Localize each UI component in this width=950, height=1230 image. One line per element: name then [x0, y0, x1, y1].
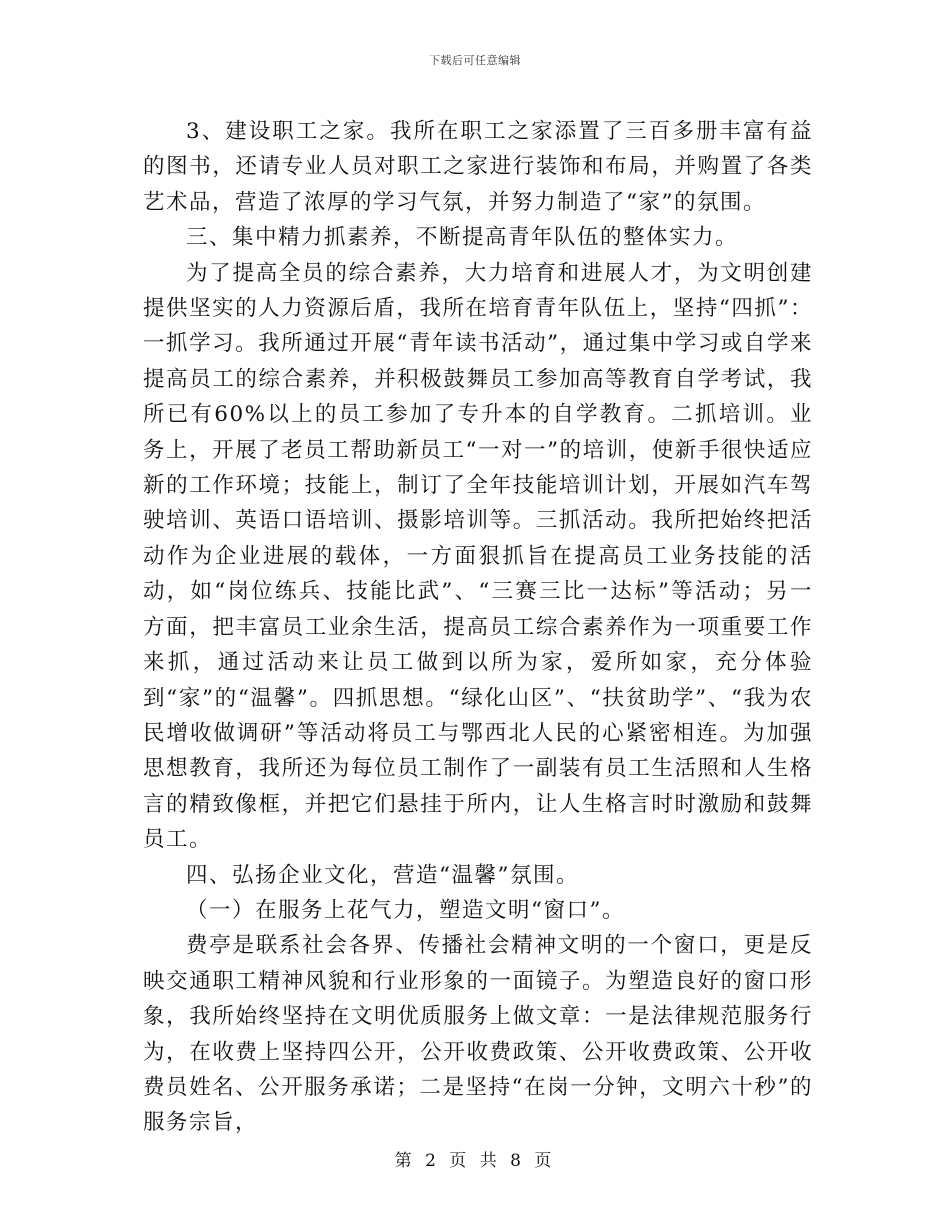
document-body — [143, 114, 813, 1141]
section-heading-three: 三、集中精力抓素养，不断提高青年队伍的整体实力。 — [186, 225, 739, 251]
subsection-heading-one: （一）在服务上花气力，塑造文明“窗口”。 — [186, 897, 625, 923]
page-number-footer: 第 2 页 共 8 页 — [394, 1151, 556, 1171]
paragraph-staff-home: 3、建设职工之家。我所在职工之家添置了三百多册丰富有益的图书，还请专业人员对职工之家进行装饰和布局，并购置了各类艺术品，营造了浓厚的学习气氛，并努力制造了“家”的氛围。 — [143, 119, 813, 215]
paragraph-four-focus: 为了提高全员的综合素养，大力培育和进展人才，为文明创建提供坚实的人力资源后盾，我所在培育青年队伍上，坚持“四抓”：一抓学习。我所通过开展“青年读书活动”，通过集中学习或自学来提高员工的综合素养，并积极鼓舞员工参加高等教育自学考试，我所已有60%以上的员工参加了专升本的自学教育。二抓培训。业务上，开展了老员工帮助新员工“一对一”的培训，使新手很快适应新的工作环境；技能上，制订了全年技能培训计划，开展如汽车驾驶培训、英语口语培训、摄影培训等。三抓活动。我所把始终把活动作为企业进展的载体，一方面狠抓旨在提高员工业务技能的活动，如“岗位练兵、技能比武”、“三赛三比一达标”等活动；另一方面，把丰富员工业余生活，提高员工综合素养作为一项重要工作来抓，通过活动来让员工做到以所为家，爱所如家，充分体验到“家”的“温馨”。四抓思想。“绿化山区”、“扶贫助学”、“我为农民增收做调研”等活动将员工与鄂西北人民的心紧密相连。为加强思想教育，我所还为每位员工制作了一副装有员工生活照和人生格言的精致像框，并把它们悬挂于所内，让人生格言时时激励和鼓舞员工。 — [143, 260, 813, 853]
page-header: 下载后可任意编辑 — [429, 54, 521, 67]
section-heading-four: 四、弘扬企业文化，营造“温馨”氛围。 — [186, 862, 579, 888]
paragraph-toll-window: 费亭是联系社会各界、传播社会精神文明的一个窗口，更是反映交通职工精神风貌和行业形象的一面镜子。为塑造良好的窗口形象，我所始终坚持在文明优质服务上做文章：一是法律规范服务行为，在收费上坚持四公开，公开收费政策、公开收费政策、公开收费员姓名、公开服务承诺；二是坚持“在岗一分钟，文明六十秒”的服务宗旨， — [143, 933, 813, 1136]
